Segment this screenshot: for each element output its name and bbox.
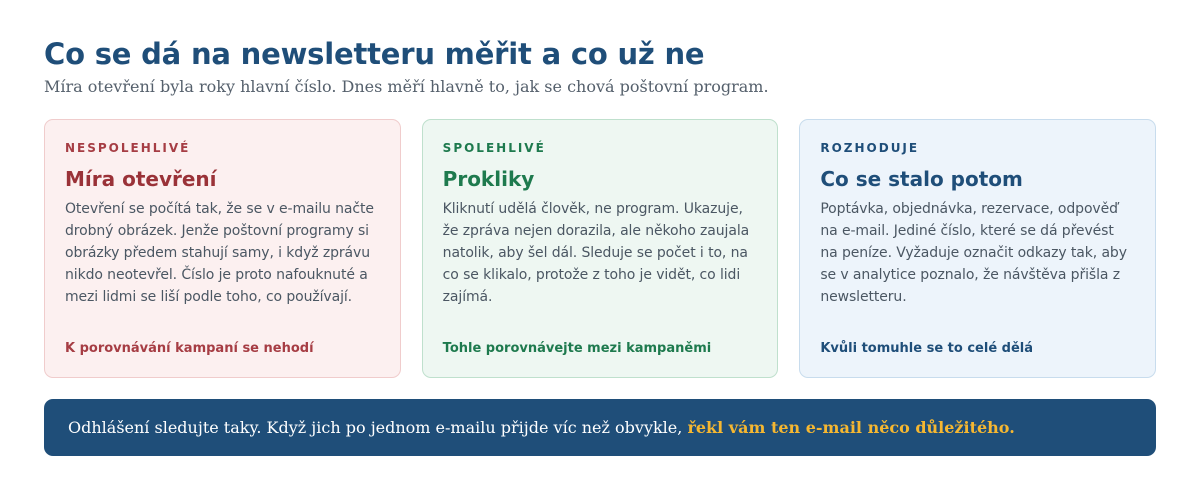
page-subtitle: Míra otevření byla roky hlavní číslo. Dnes měří hlavně to, jak se chová poštovní program. bbox=[44, 77, 769, 96]
card-footer: K porovnávání kampaní se nehodí bbox=[65, 341, 314, 356]
card-open-rate bbox=[44, 119, 401, 378]
card-kicker: SPOLEHLIVÉ bbox=[442, 141, 546, 155]
card-body: Kliknutí udělá člověk, ne program. Ukazuje, že zpráva nejen dorazila, ale někoho zaujala natolik, aby šel dál. Sleduje se počet i to, na co se klikalo, protože z toho je vidět, co lidi zajímá. bbox=[442, 201, 750, 305]
unsubscribe-banner bbox=[44, 399, 1156, 456]
card-footer: Tohle porovnávejte mezi kampaněmi bbox=[442, 341, 712, 356]
card-kicker: NESPOLEHLIVÉ bbox=[65, 141, 191, 155]
banner-text: Odhlášení sledujte taky. Když jich po jednom e-mailu přijde víc než obvykle, bbox=[68, 418, 683, 437]
card-footer: Kvůli tomuhle se to celé dělá bbox=[820, 341, 1034, 356]
page bbox=[44, 0, 1156, 456]
page-title: Co se dá na newsletteru měřit a co už ne bbox=[44, 37, 705, 71]
metric-cards bbox=[44, 119, 1156, 378]
card-clicks bbox=[422, 119, 779, 378]
banner-highlight: řekl vám ten e-mail něco důležitého. bbox=[687, 418, 1015, 437]
card-body: Otevření se počítá tak, že se v e-mailu načte drobný obrázek. Jenže poštovní programy si obrázky předem stahují samy, i když zprávu nikdo neotevřel. Číslo je proto nafouknuté a mezi lidmi se liší podle toho, co používají. bbox=[65, 201, 374, 305]
card-title: Co se stalo potom bbox=[820, 167, 1023, 191]
card-body: Poptávka, objednávka, rezervace, odpověď na e-mail. Jediné číslo, které se dá převést na peníze. Vyžaduje označit odkazy tak, aby se v analytice poznalo, že návštěva přišla z newsletteru. bbox=[820, 201, 1127, 305]
card-title: Prokliky bbox=[442, 167, 535, 191]
card-conversions bbox=[799, 119, 1156, 378]
card-title: Míra otevření bbox=[65, 167, 217, 191]
card-kicker: ROZHODUJE bbox=[820, 141, 920, 155]
